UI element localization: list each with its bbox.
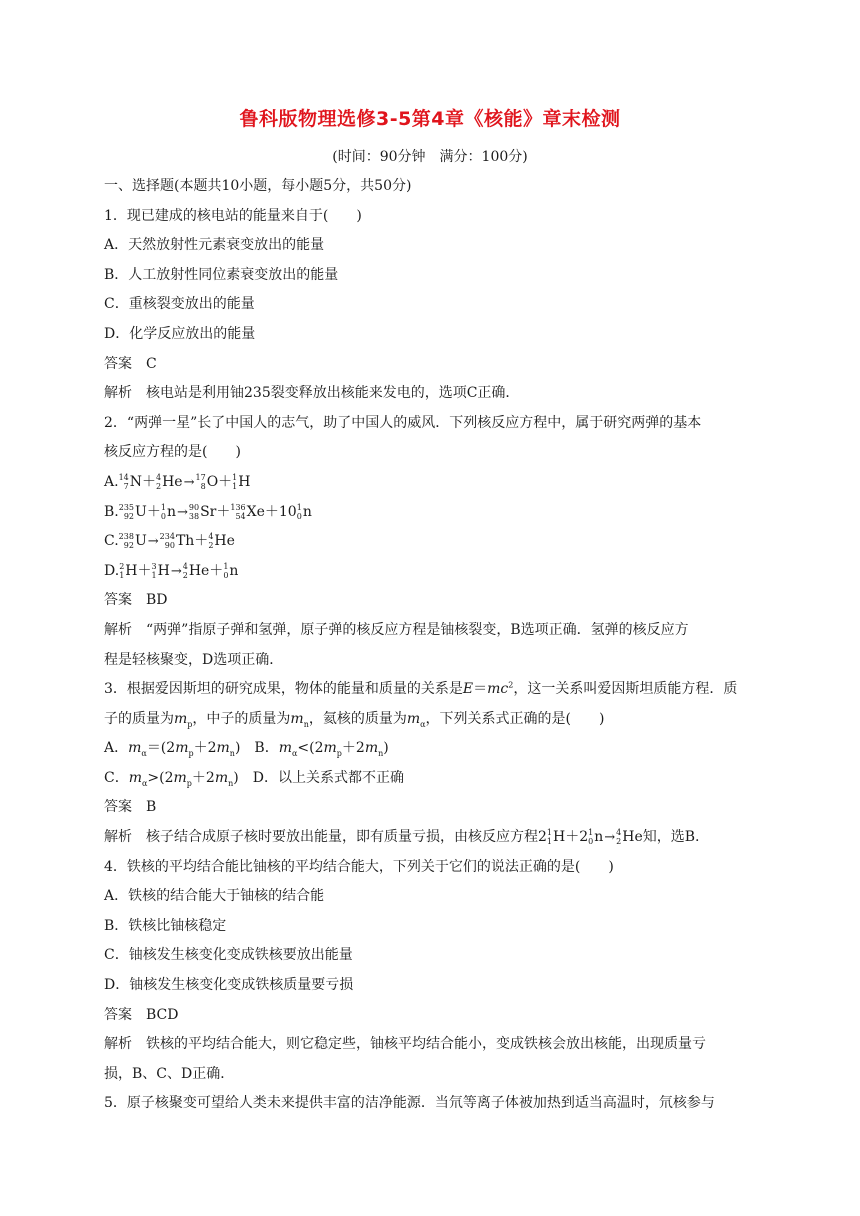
q3-analysis: 解析 核子结合成原子核时要放出能量，即有质量亏损，由核反应方程2 1 1 H＋2 1 0 n→ 4 2 He知，选B. xyxy=(104,828,700,847)
q3-stem-text-f: ，下列关系式正确的是( ) xyxy=(425,710,605,727)
q4-option-c: C．铀核发生核变化变成铁核要放出能量 xyxy=(104,947,353,964)
q3-stem-text-e: ，氦核的质量为 xyxy=(308,710,407,727)
q2-stem-line2: 核反应方程的是( ) xyxy=(104,444,241,461)
q3-stem-text-c: 子的质量为 xyxy=(104,710,174,727)
q3-options-ab: A．$m_\alpha=(2m_p+2m_n)$ B．$m_\alpha<(2m_p+2m_n)$ xyxy=(104,740,389,759)
q4-answer: 答案 BCD xyxy=(104,1006,179,1023)
q1-option-d: D．化学反应放出的能量 xyxy=(104,325,256,342)
q2-stem-line1: 2．“两弹一星”长了中国人的志气，助了中国人的威风．下列核反应方程中，属于研究两弹的基本 xyxy=(104,414,702,431)
q5-stem: 5．原子核聚变可望给人类未来提供丰富的洁净能源．当氘等离子体被加热到适当高温时，氘核参与 xyxy=(104,1095,715,1112)
q3-options-cd: C．$m_\alpha>(2m_p+2m_n)$ D．以上关系式都不正确 xyxy=(104,769,404,788)
q2-option-d: D. 2 1 H＋ 3 1 H→ 4 2 He＋ 1 0 n xyxy=(104,561,239,580)
q3-stem-line1: 3．根据爱因斯坦的研究成果，物体的能量和质量的关系是$E=mc^2$，这一关系叫爱因斯坦质能方程．质 xyxy=(104,680,738,698)
q3-analysis-text-a: 解析 核子结合成原子核时要放出能量，即有质量亏损，由核反应方程 xyxy=(104,829,538,846)
q1-option-a: A．天然放射性元素衰变放出的能量 xyxy=(104,237,325,254)
q2-answer: 答案 BD xyxy=(104,592,168,609)
exam-time-info: (时间：90分钟 满分：100分) xyxy=(332,149,528,165)
q3-stem-text-b: ，这一关系叫爱因斯坦质能方程．质 xyxy=(513,681,738,698)
q2-option-b: B. 235 92 U＋ 1 0 n→ 90 38 Sr＋ 136 54 Xe＋10 1 0 n xyxy=(104,502,312,521)
q3-answer: 答案 B xyxy=(104,799,157,816)
q1-stem: 1．现已建成的核电站的能量来自于( ) xyxy=(104,207,362,224)
document-body xyxy=(104,172,764,1119)
q3-analysis-text-b: 知，选B. xyxy=(642,829,700,846)
q2-option-a: A. 14 7 N＋ 4 2 He→ 17 8 O＋ 1 1 H xyxy=(104,472,251,491)
q1-option-b: B．人工放射性同位素衰变放出的能量 xyxy=(104,266,339,283)
q4-option-a: A．铁核的结合能大于铀核的结合能 xyxy=(104,888,325,905)
q3-stem-text-a: 3．根据爱因斯坦的研究成果，物体的能量和质量的关系是 xyxy=(104,681,463,698)
q3-stem-text-d: ，中子的质量为 xyxy=(192,710,291,727)
q1-analysis: 解析 核电站是利用铀235裂变释放出核能来发电的，选项C正确． xyxy=(104,385,520,402)
section-heading: 一、选择题(本题共10小题，每小题5分，共50分) xyxy=(104,178,412,194)
mass-energy-formula: E xyxy=(462,681,474,698)
q4-analysis-line2: 损，B、C、D正确． xyxy=(104,1065,235,1082)
q1-option-c: C．重核裂变放出的能量 xyxy=(104,296,255,313)
q4-option-d: D．铀核发生核变化变成铁核质量要亏损 xyxy=(104,977,354,994)
q4-option-b: B．铁核比铀核稳定 xyxy=(104,917,227,934)
q2-option-c: C. 238 92 U→ 234 90 Th＋ 4 2 He xyxy=(104,532,235,551)
q4-analysis-line1: 解析 铁核的平均结合能大，则它稳定些，铀核平均结合能小，变成铁核会放出核能，出现质量亏 xyxy=(104,1036,706,1053)
q1-answer: 答案 C xyxy=(104,355,157,372)
q4-stem: 4．铁核的平均结合能比铀核的平均结合能大，下列关于它们的说法正确的是( ) xyxy=(104,858,614,875)
q3-stem-line2: 子的质量为$m_p$，中子的质量为$m_n$，氦核的质量为$m_\alpha$，下列关系式正确的是( ) xyxy=(104,710,605,729)
document-title: 鲁科版物理选修3-5第4章《核能》章末检测 xyxy=(239,108,621,130)
q2-analysis-line1: 解析 “两弹”指原子弹和氢弹，原子弹的核反应方程是铀核裂变，B选项正确．氢弹的核反应方 xyxy=(104,621,689,638)
q2-analysis-line2: 程是轻核聚变，D选项正确． xyxy=(104,651,284,668)
